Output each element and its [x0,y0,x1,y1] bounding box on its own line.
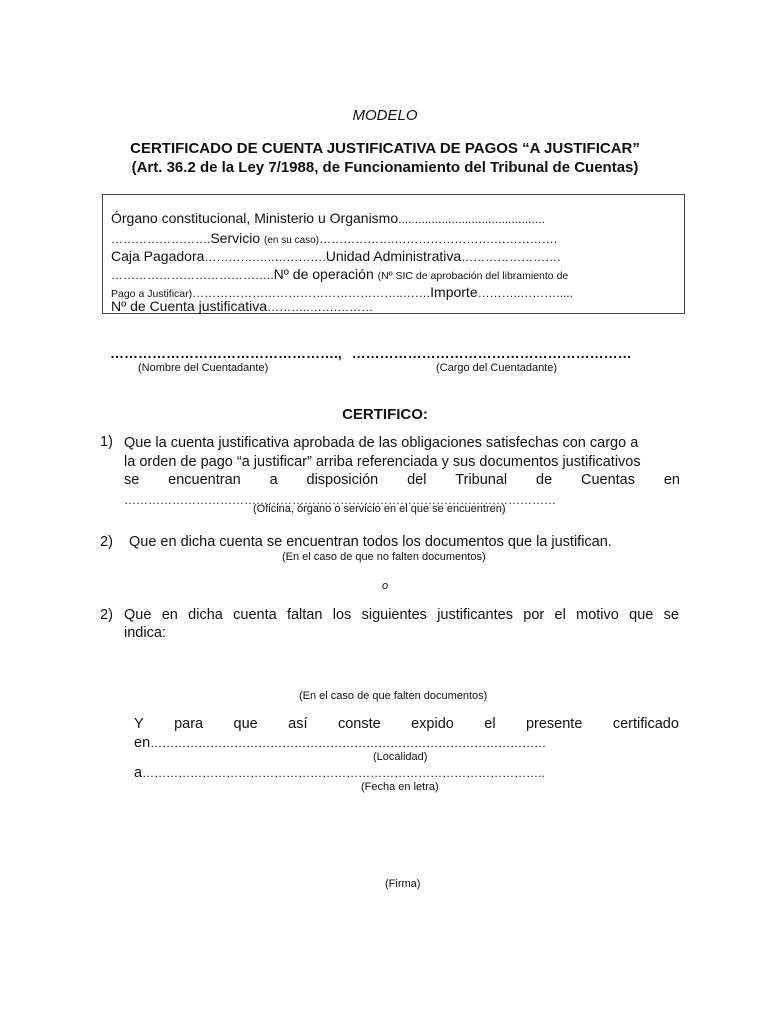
item-2b-line-1-word: se [663,607,679,623]
item-2b-line-1-word: que [629,607,654,623]
item-1-line-3-word: encuentran [168,472,241,488]
item-2b-caption: (En el caso de que falten documentos) [299,690,488,702]
servicio-prefix-dots[interactable]: ……………………. [111,232,211,246]
item-2b-line-1-word: faltan [286,607,323,623]
operacion-note: (Nº SIC de aprobación del libramiento de [377,270,569,282]
organo-label: Órgano constitucional, Ministerio u Organismo [111,210,399,226]
fecha-caption: (Fecha en letra) [361,781,439,793]
item-1-line-3-word: se [124,472,140,488]
en-label: en [134,735,151,751]
cuenta-dots[interactable]: ………..…….……… [267,300,374,314]
item-2b-line-2: indica: [124,625,166,641]
importe-dots[interactable]: ………..………..... [477,286,573,300]
organo-dots[interactable]: ............................................ [398,212,545,226]
operacion-label: Nº de operación [273,266,374,282]
fecha-dots[interactable]: ……………………………………………………………………………………….. [142,766,545,780]
pago-note: Pago a Justificar) [111,288,193,300]
item-1-line-3-word: a [269,472,278,488]
localidad-caption: (Localidad) [373,751,428,763]
organo-row [111,210,679,226]
item-2a-caption: (En el caso de que no falten documentos) [282,551,486,563]
servicio-label: Servicio [210,230,261,246]
item-2b-line-1-word: en [161,607,178,623]
cuenta-label: Nº de Cuenta justificativa [111,298,268,314]
firma-caption: (Firma) [385,878,421,890]
caja-dots[interactable]: ………….…..…………. [204,250,326,264]
certifico-heading: CERTIFICO: [342,406,428,423]
nombre-dots[interactable]: …………………………………………., [110,345,342,361]
a-line [134,765,679,781]
item-2a-number: 2) [100,534,113,550]
item-1-dots[interactable]: ……………………………………………………………………………………………… [124,492,556,507]
unidad-label: Unidad Administrativa [325,248,462,264]
closing-word: que [233,716,258,732]
operacion-prefix-dots[interactable]: ………………………………….. [111,268,274,282]
certificate-subtitle: (Art. 36.2 de la Ley 7/1988, de Funcionamiento del Tribunal de Cuentas) [131,159,639,176]
cargo-dots[interactable]: …………………………………………………… [351,345,632,361]
closing-word: Y [134,716,144,732]
item-1-line-3-word: Cuentas [580,472,635,488]
item-2b-line-1-word: los [332,607,352,623]
item-2b-line-1-word: cuenta [233,607,277,623]
closing-word: conste [337,716,381,732]
servicio-note: (en su caso) [264,235,320,246]
caja-label: Caja Pagadora [111,248,205,264]
item-2b-line-1-word: Que [124,607,152,623]
closing-word: para [174,716,204,732]
closing-word: certificado [612,716,679,732]
item-2b-line-1-word: motivo [576,607,619,623]
caja-row [111,248,679,264]
item-1-line-3-word: en [663,472,680,488]
importe-label: Importe [430,284,478,300]
closing-word: el [484,716,496,732]
signatory-line [110,345,680,361]
item-1-caption: (Oficina, órgano o servicio en el que se encuentren) [253,503,506,515]
localidad-dots[interactable]: ……………………………………………………………………………………… [150,736,547,750]
item-1-line-3-word: disposición [306,472,379,488]
or-separator: o [381,580,389,592]
item-1-line-3-word: del [407,472,427,488]
item-2b-number: 2) [100,607,113,623]
item-2b-line-1-word: por [523,607,545,623]
closing-line [134,716,679,732]
nombre-caption: (Nombre del Cuentadante) [138,362,269,374]
a-label: a [134,765,143,781]
item-2a-text: Que en dicha cuenta se encuentran todos los documentos que la justifican. [129,534,612,550]
item-2b-line-1-word: justificantes [437,607,513,623]
pago-dots[interactable]: ……………………………………………..……. [192,286,431,300]
item-2b-line-1-word: dicha [188,607,223,623]
modelo-label: MODELO [352,107,418,124]
servicio-dots[interactable]: ……………….…………………….……………. [319,232,558,246]
organism-data-box [102,194,685,314]
item-2b-line-1-word: el [554,607,566,623]
en-line [134,735,679,751]
closing-word: expido [411,716,454,732]
operacion-row [111,266,679,282]
cuenta-row [111,298,679,314]
servicio-row [111,230,679,246]
closing-word: así [288,716,308,732]
item-1-line-3 [124,471,680,490]
closing-word: presente [525,716,583,732]
item-1-line-3-word: Tribunal [455,472,508,488]
unidad-dots[interactable]: ……………………. [461,250,561,264]
item-2b-line-1-word: siguientes [361,607,427,623]
certificate-title: CERTIFICADO DE CUENTA JUSTIFICATIVA DE PAGOS “A JUSTIFICAR” [130,140,640,157]
item-1-number: 1) [100,434,113,450]
item-1-line-1: Que la cuenta justificativa aprobada de las obligaciones satisfechas con cargo a [124,435,639,451]
cargo-caption: (Cargo del Cuentadante) [436,362,558,374]
item-1-line-3-word: de [536,472,553,488]
item-2b-line-1 [124,607,679,623]
item-1-line-2: la orden de pago “a justificar” arriba referenciada y sus documentos justificativos [124,453,641,470]
